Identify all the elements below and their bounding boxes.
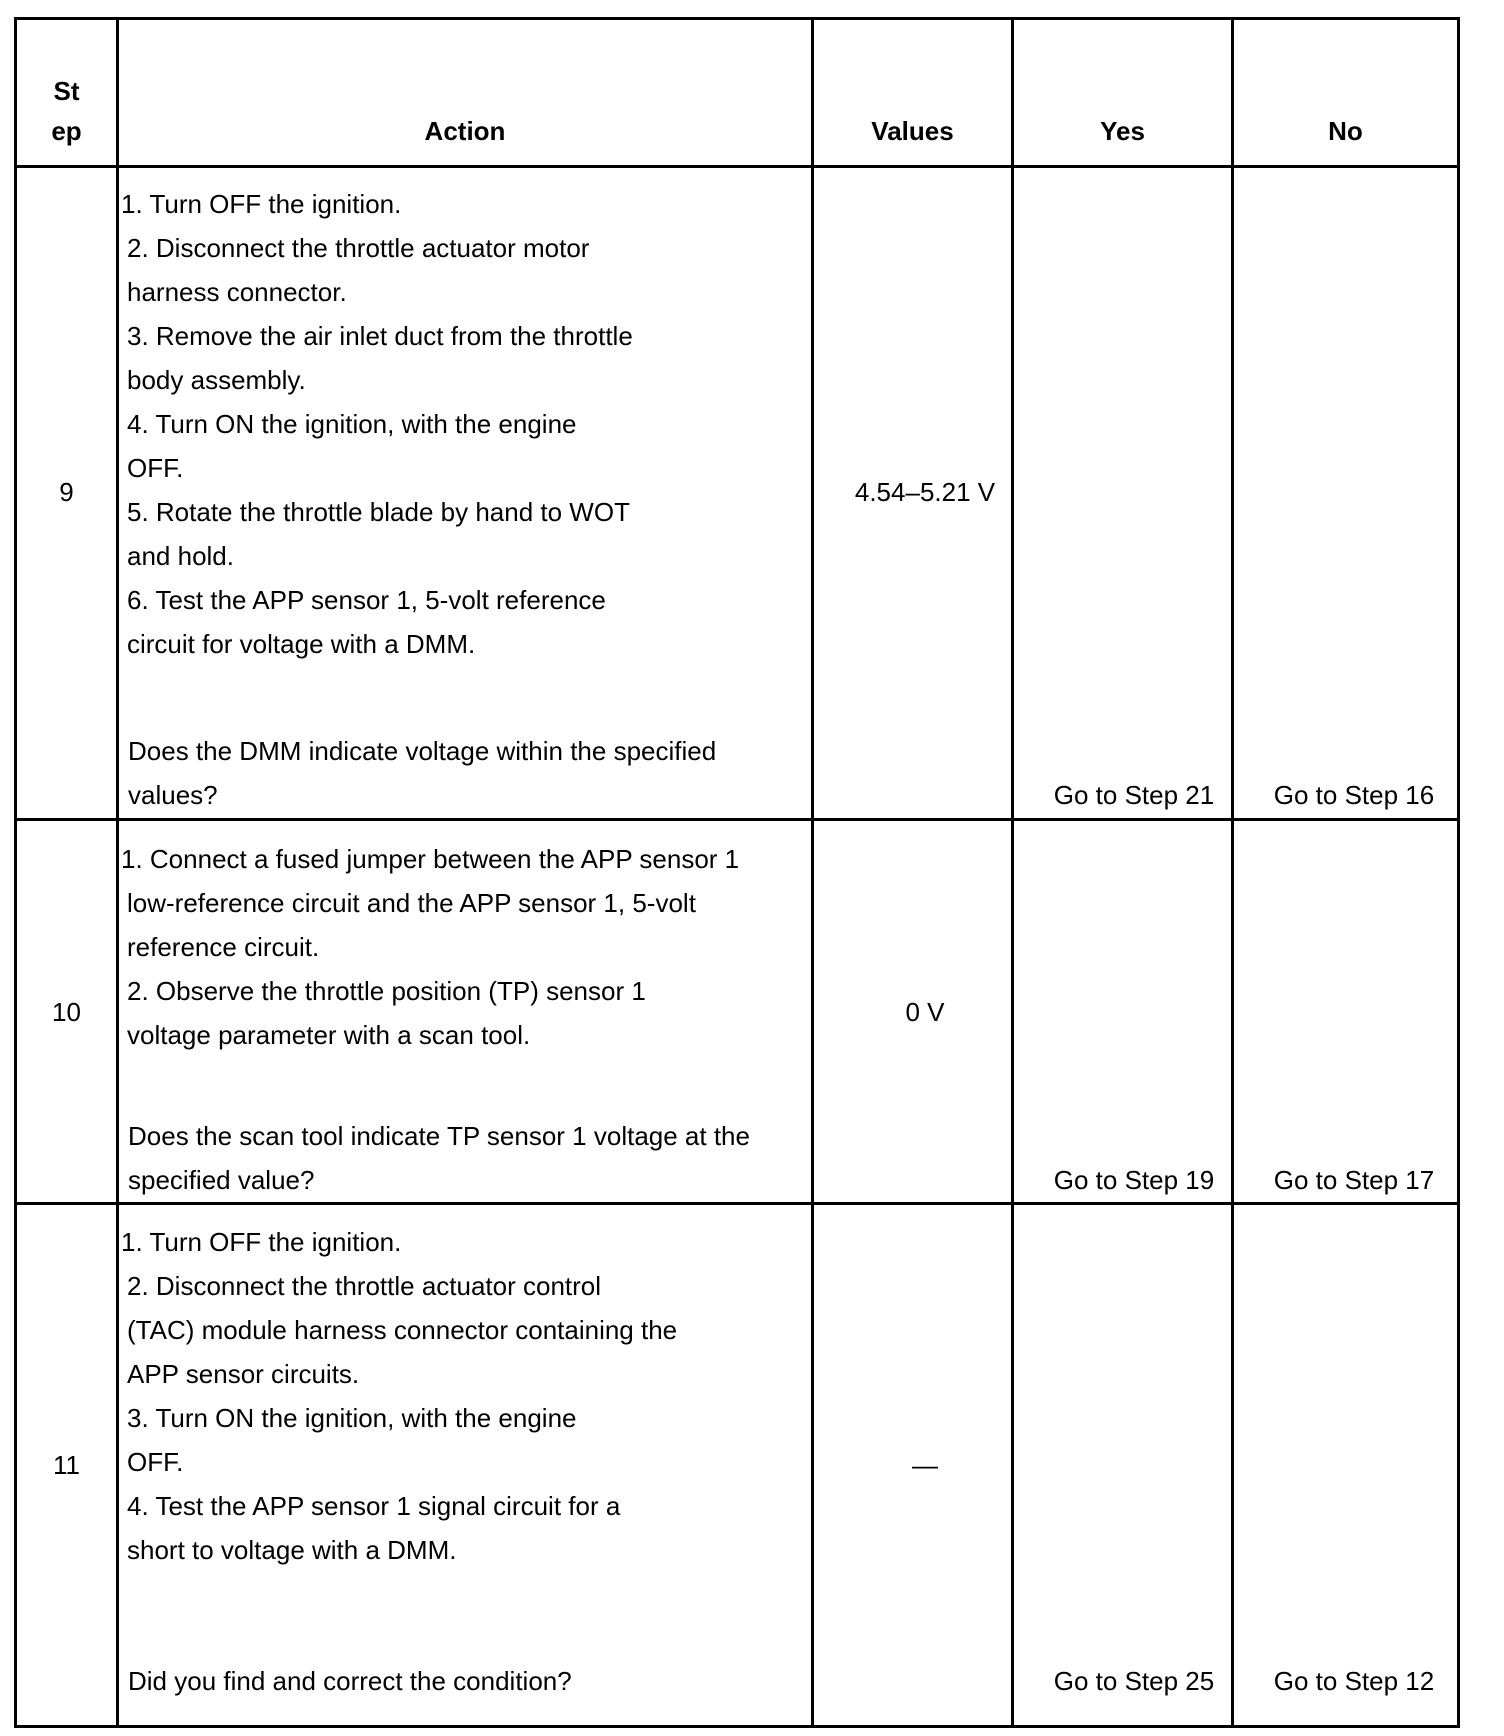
step-number: 10 [52,997,81,1027]
action-line: 2. Observe the throttle position (TP) sensor 1 [127,976,646,1006]
column-divider [116,17,119,1728]
table-border-top [14,17,1460,20]
action-line: body assembly. [127,365,306,395]
table-border-bottom [14,1725,1460,1728]
action-line: OFF. [127,453,184,483]
action-line: harness connector. [127,277,347,307]
action-line: 2. Disconnect the throttle actuator control [127,1271,602,1301]
column-divider [1231,17,1234,1728]
yes-result: Go to Step 19 [1053,1165,1215,1195]
action-line: voltage parameter with a scan tool. [127,1020,531,1050]
action-line: OFF. [127,1447,184,1477]
header-step-line2: ep [51,116,82,146]
action-line: 1. Turn OFF the ignition. [121,189,402,219]
row-divider [14,1202,1460,1205]
no-result: Go to Step 12 [1273,1666,1435,1696]
action-line: short to voltage with a DMM. [127,1535,457,1565]
header-divider [14,165,1460,168]
question-line: values? [128,780,218,810]
no-result: Go to Step 17 [1273,1165,1435,1195]
action-line: 3. Remove the air inlet duct from the throttle [127,321,633,351]
step-number: 11 [53,1450,80,1480]
diagnostic-table [14,17,1460,1728]
header-action: Action [424,116,506,146]
header-step-line1: St [53,76,80,106]
value-cell: 0 V [905,997,945,1027]
value-cell: 4.54–5.21 V [854,477,996,507]
action-line: APP sensor circuits. [127,1359,360,1389]
action-steps [121,1220,677,1572]
step-number: 9 [59,477,74,507]
question-line: specified value? [128,1165,315,1195]
value-cell: — [912,1450,938,1480]
row-divider [14,818,1460,821]
action-line: 1. Turn OFF the ignition. [121,1227,402,1257]
header-yes: Yes [1100,116,1145,146]
action-steps [121,182,633,666]
action-steps [121,837,739,1057]
action-question [128,729,716,817]
action-line: circuit for voltage with a DMM. [127,629,476,659]
yes-result: Go to Step 21 [1053,780,1215,810]
action-question [128,1659,572,1703]
action-line: 4. Turn ON the ignition, with the engine [127,409,577,439]
header-no: No [1328,116,1363,146]
action-line: 1. Connect a fused jumper between the APP sensor 1 [121,844,740,874]
action-line: (TAC) module harness connector containing the [127,1315,678,1345]
action-line: 5. Rotate the throttle blade by hand to WOT [127,497,630,527]
action-line: and hold. [127,541,234,571]
action-line: 3. Turn ON the ignition, with the engine [127,1403,577,1433]
action-line: low-reference circuit and the APP sensor 1, 5-volt [127,888,696,918]
action-line: 6. Test the APP sensor 1, 5-volt reference [127,585,606,615]
no-result: Go to Step 16 [1273,780,1435,810]
question-line: Did you find and correct the condition? [128,1666,572,1696]
action-line: reference circuit. [127,932,320,962]
table-border-right [1457,17,1460,1728]
header-step [17,71,116,151]
action-line: 4. Test the APP sensor 1 signal circuit for a [127,1491,621,1521]
question-line: Does the scan tool indicate TP sensor 1 voltage at the [128,1121,750,1151]
action-question [128,1114,750,1202]
question-line: Does the DMM indicate voltage within the specified [128,736,717,766]
header-values: Values [871,116,954,146]
yes-result: Go to Step 25 [1053,1666,1215,1696]
action-line: 2. Disconnect the throttle actuator motor [127,233,590,263]
